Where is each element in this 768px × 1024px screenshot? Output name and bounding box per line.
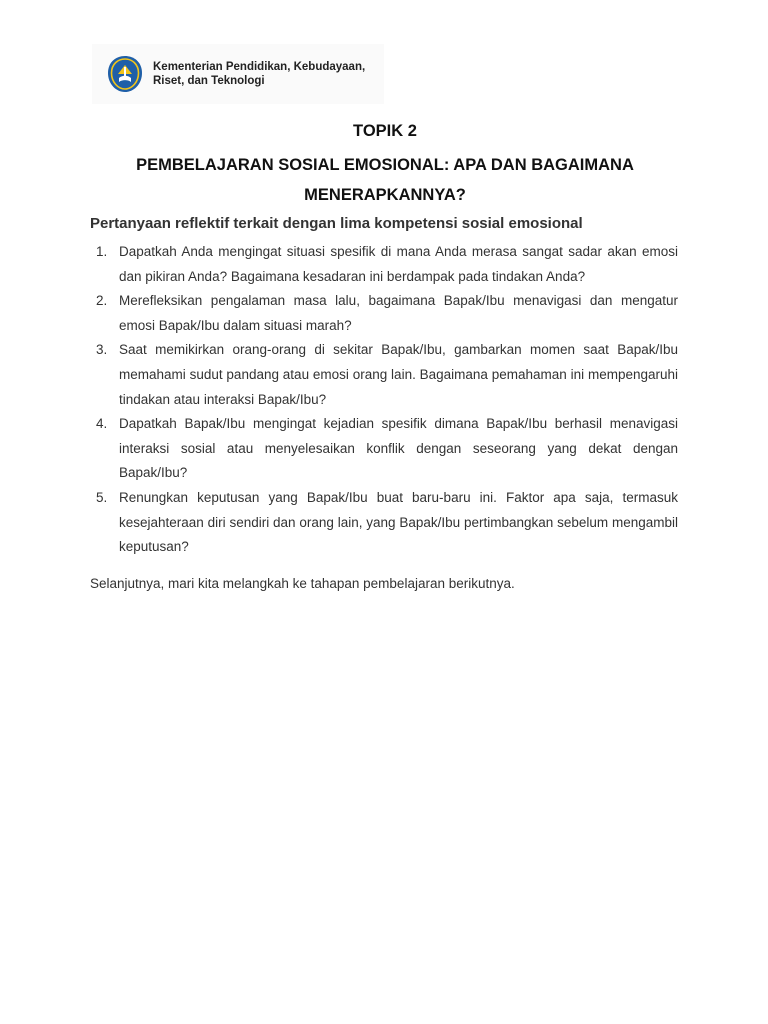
list-item xyxy=(90,338,678,412)
list-item xyxy=(90,486,678,560)
ministry-name-line1: Kementerian Pendidikan, Kebudayaan, xyxy=(153,61,366,73)
page-title: PEMBELAJARAN SOSIAL EMOSIONAL: APA DAN BAGAIMANA MENERAPKANNYA? xyxy=(136,156,634,204)
tut-wuri-handayani-emblem-icon xyxy=(105,54,145,94)
list-item-text: Dapatkah Anda mengingat situasi spesifik di mana Anda merasa sangat sadar akan emosi dan pikiran Anda? Bagaimana kesadaran ini berdampak pada tindakan Anda? xyxy=(119,244,678,284)
list-item-text: Dapatkah Bapak/Ibu mengingat kejadian spesifik dimana Bapak/Ibu berhasil menavigasi interaksi sosial atau menyelesaikan konflik dengan seseorang yang dekat dengan Bapak/Ibu? xyxy=(119,416,678,481)
section-heading: Pertanyaan reflektif terkait dengan lima kompetensi sosial emosional xyxy=(90,215,583,232)
list-item-number: 3. xyxy=(96,342,108,358)
ministry-name xyxy=(153,60,365,88)
closing-text: Selanjutnya, mari kita melangkah ke tahapan pembelajaran berikutnya. xyxy=(90,576,515,591)
list-item xyxy=(90,240,678,289)
list-item-number: 1. xyxy=(96,244,108,259)
reflection-question-list xyxy=(90,240,678,560)
list-item-text: Renungkan keputusan yang Bapak/Ibu buat baru-baru ini. Faktor apa saja, termasuk kesejahteraan diri sendiri dan orang lain, yang Bapak/Ibu pertimbangkan sebelum mengambil keputusan? xyxy=(119,489,678,555)
list-item xyxy=(90,289,678,338)
list-item-text: Saat memikirkan orang-orang di sekitar Bapak/Ibu, gambarkan momen saat Bapak/Ibu memahami sudut pandang atau emosi orang lain. Bagaimana pemahaman ini mempengaruhi tindakan atau interaksi Bapak/Ibu? xyxy=(119,342,678,407)
ministry-header xyxy=(92,44,384,104)
list-item xyxy=(90,412,678,486)
list-item-text: Merefleksikan pengalaman masa lalu, bagaimana Bapak/Ibu menavigasi dan mengatur emosi Bapak/Ibu dalam situasi marah? xyxy=(119,293,678,333)
list-item-number: 2. xyxy=(96,293,108,309)
topic-label: TOPIK 2 xyxy=(353,122,417,140)
list-item-number: 5. xyxy=(96,489,108,505)
ministry-name-line2: Riset, dan Teknologi xyxy=(153,75,265,87)
list-item-number: 4. xyxy=(96,416,108,432)
